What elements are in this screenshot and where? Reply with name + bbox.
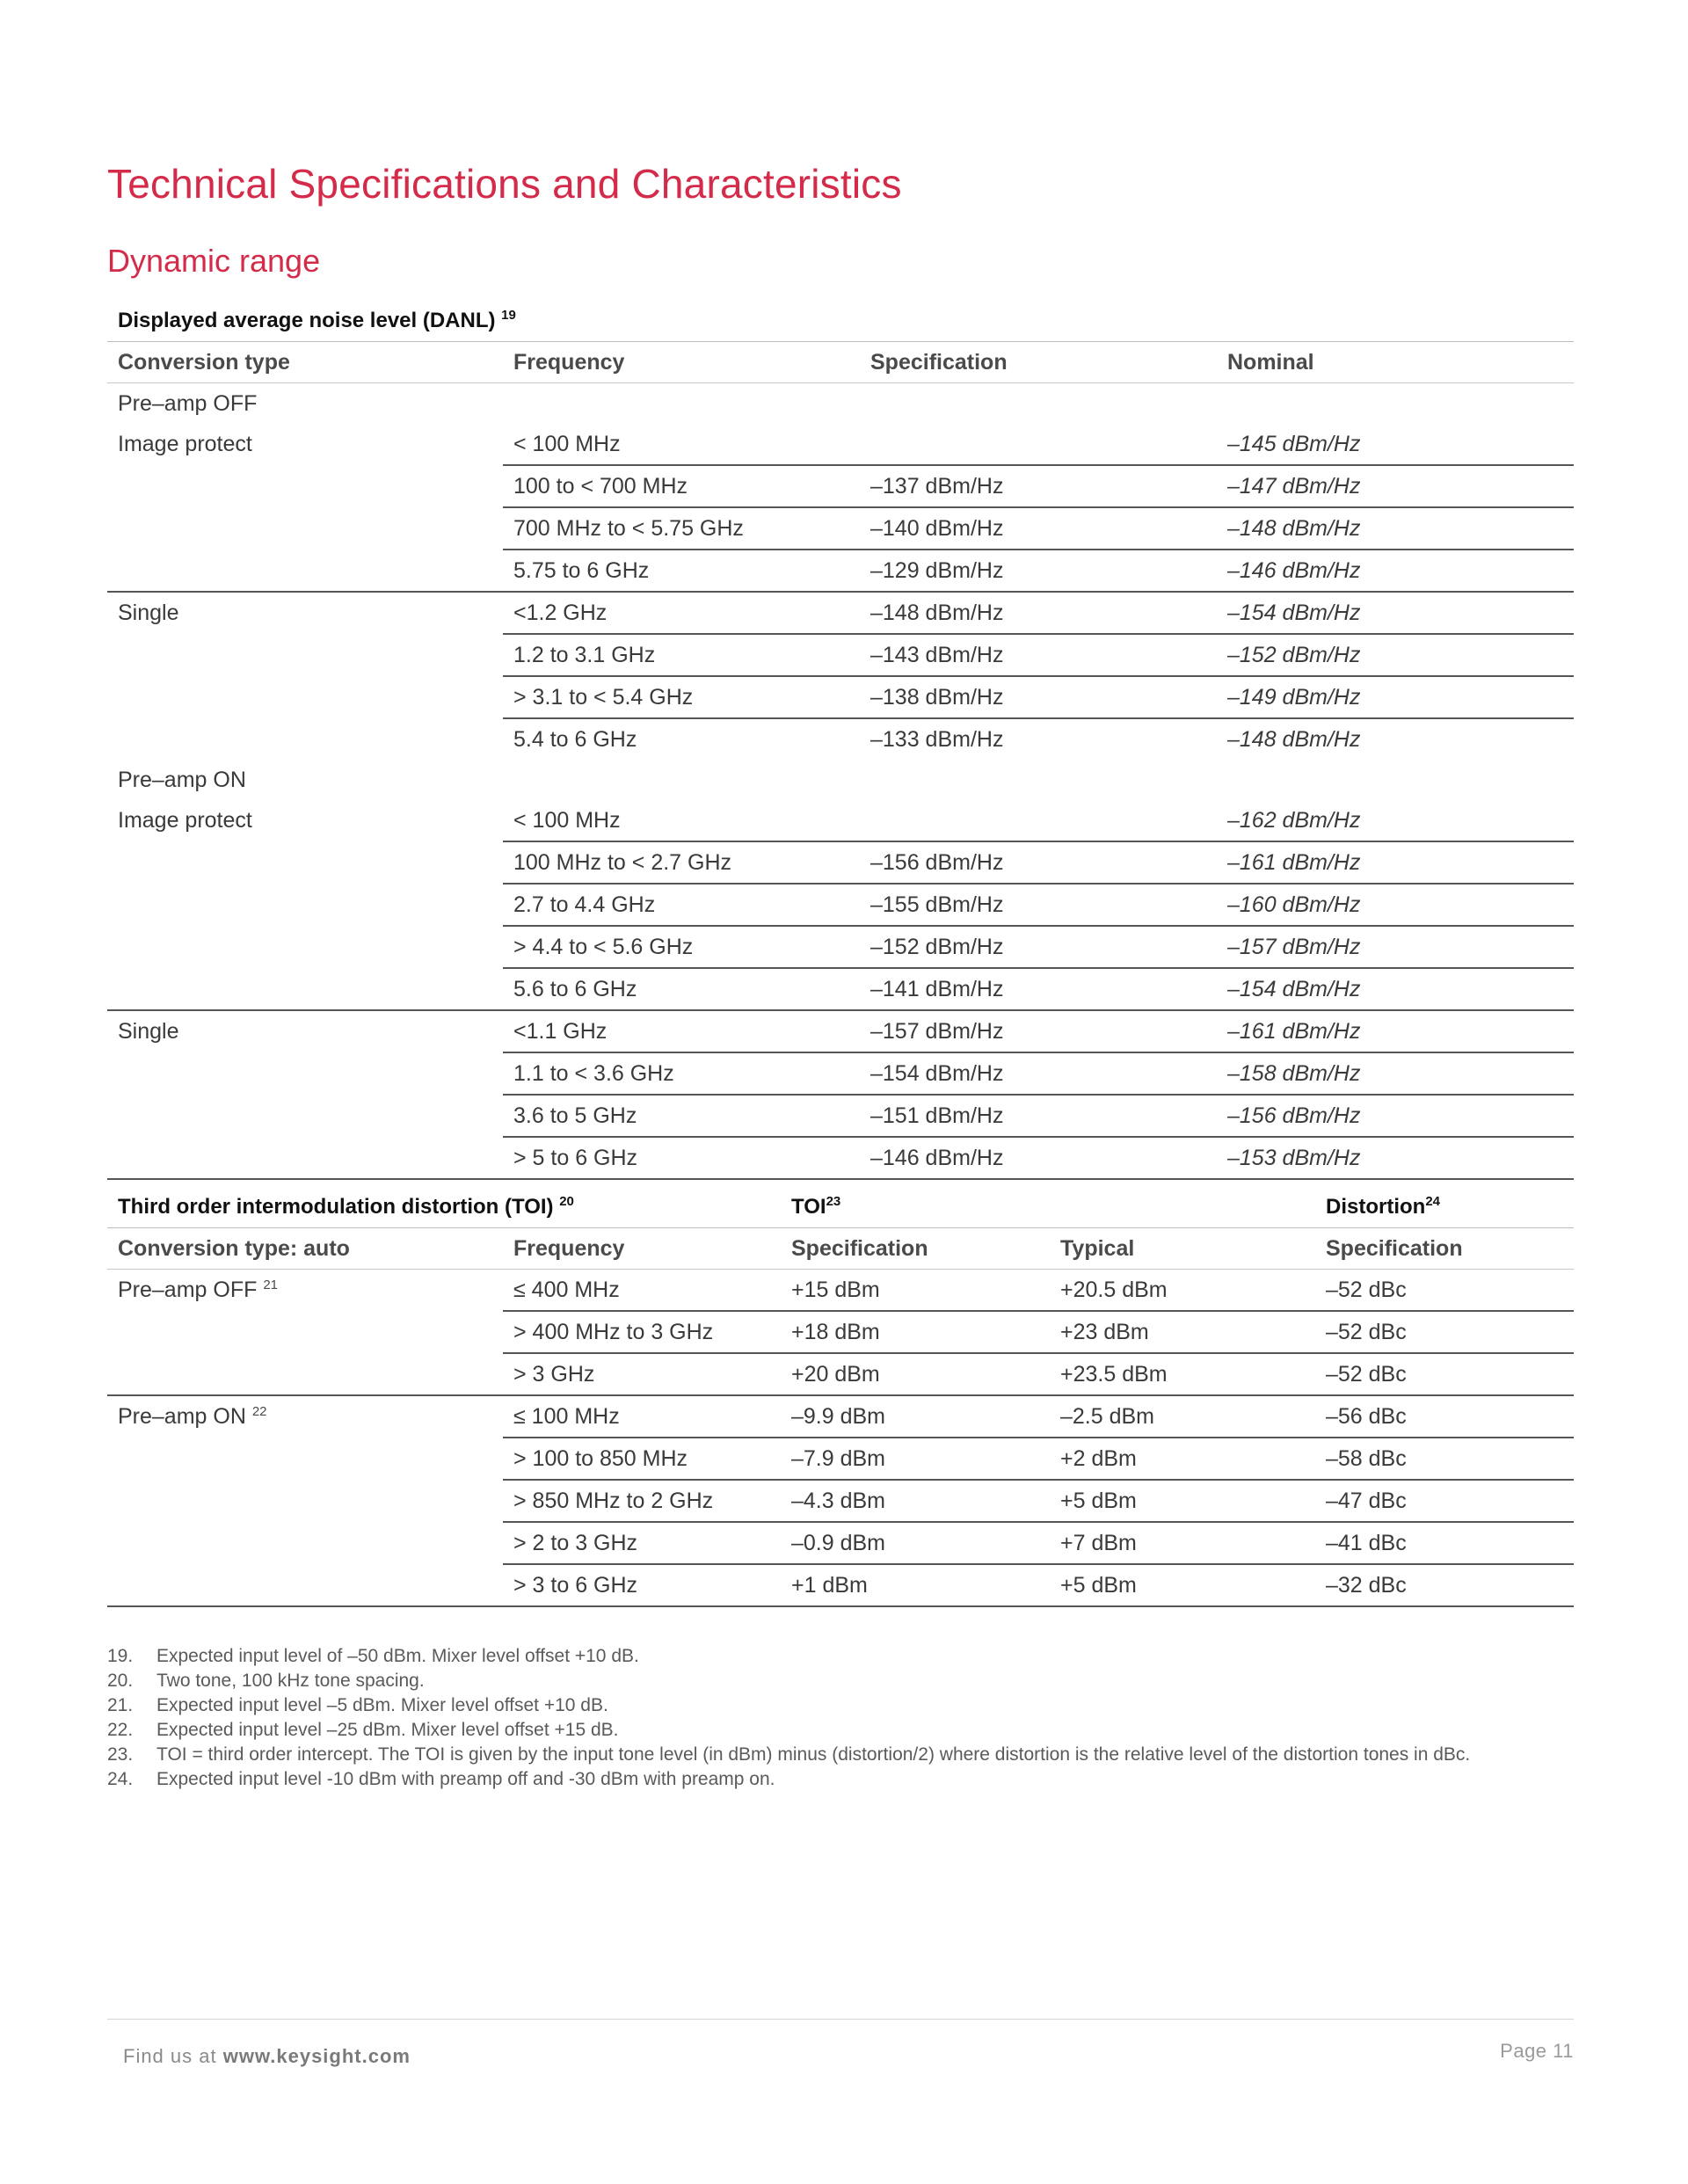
footnote [107,1718,1574,1743]
table-row [107,592,1574,634]
frequency-cell: > 4.4 to < 5.6 GHz [503,926,860,968]
table-row [107,550,1574,592]
toi-specification-cell: +20 dBm [781,1353,1050,1395]
frequency-cell: > 3 to 6 GHz [503,1564,781,1606]
nominal-cell: –152 dBm/Hz [1217,634,1574,676]
specification-cell: –133 dBm/Hz [870,726,1004,752]
table-row [107,383,1574,425]
toi-specification-cell: +15 dBm [781,1270,1050,1312]
conversion-type-cell: Pre–amp OFF [118,390,258,416]
toi-caption: Third order intermodulation distortion (TOI) $^{20}$ [107,1187,781,1228]
footnote [107,1767,1574,1792]
conversion-type-cell [107,1480,503,1522]
conversion-type-cell: Pre–amp OFF $^{21}$ [118,1278,279,1302]
frequency-cell [503,383,860,425]
table-row [107,1137,1574,1179]
typical-cell: –2.5 dBm [1050,1395,1315,1438]
page-title: Technical Specifications and Characteristics [107,161,902,207]
frequency-cell: > 5 to 6 GHz [503,1137,860,1179]
page [107,0,1574,2184]
danl-caption: Displayed average noise level (DANL) $^{19}$ [107,301,1574,342]
danl-header-row [107,342,1574,383]
nominal-cell: –148 dBm/Hz [1227,726,1361,752]
nominal-cell: –154 dBm/Hz [1217,592,1574,634]
conversion-type-cell [107,841,503,884]
distortion-footnote-ref: 24 [1425,1194,1441,1209]
frequency-cell: 100 to < 700 MHz [503,465,860,507]
specification-cell: –154 dBm/Hz [860,1052,1217,1095]
specification-cell [860,760,1217,800]
conversion-type-cell [107,507,503,550]
table-row [107,465,1574,507]
frequency-cell: > 850 MHz to 2 GHz [503,1480,781,1522]
conversion-type-cell [107,550,503,592]
table-row [107,507,1574,550]
footer-website: Find us at www.keysight.com [123,2045,411,2067]
specification-cell: –155 dBm/Hz [860,884,1217,926]
toi-specification-cell: +18 dBm [781,1311,1050,1353]
toi-specification-cell: +1 dBm [781,1564,1050,1606]
footnote-text: TOI = third order intercept. The TOI is given by the input tone level (in dBm) minus (distortion/2) where distortion is the relative level of the distortion tones in dBc. [156,1744,1471,1765]
footnote-number: 24. [107,1769,134,1789]
conversion-type-cell [107,634,503,676]
specification-cell: –146 dBm/Hz [860,1137,1217,1179]
specification-cell [860,383,1217,425]
toi-header-frequency: Frequency [503,1228,781,1270]
frequency-cell: < 100 MHz [503,800,860,841]
table-row [107,760,1574,800]
danl-caption-footnote-ref: 19 [501,308,516,323]
specification-cell: –151 dBm/Hz [860,1095,1217,1137]
page-number: Page 11 [1500,2040,1574,2062]
table-row [107,1095,1574,1137]
specification-cell: –143 dBm/Hz [860,634,1217,676]
specification-cell: –141 dBm/Hz [870,976,1004,1001]
conversion-type-cell [107,926,503,968]
conversion-type-cell [107,1311,503,1353]
website-link[interactable]: www.keysight.com [222,2045,411,2067]
conversion-type-cell [107,884,503,926]
conversion-type-cell [107,1353,503,1395]
footnote-number: 19. [107,1646,134,1666]
table-row [107,1564,1574,1606]
toi-specification-cell: –0.9 dBm [781,1522,1050,1564]
footnote-text: Expected input level –25 dBm. Mixer level offset +15 dB. [156,1720,619,1740]
frequency-cell: > 2 to 3 GHz [503,1522,781,1564]
toi-group-header: TOI$^{23}$ [781,1187,1315,1228]
section-title: Dynamic range [107,243,321,279]
toi-footnote-ref: 23 [826,1194,841,1209]
table-row [107,1438,1574,1480]
footnote-number: 23. [107,1744,134,1765]
nominal-cell: –148 dBm/Hz [1217,507,1574,550]
frequency-cell: 100 MHz to < 2.7 GHz [503,841,860,884]
nominal-cell [1217,760,1574,800]
nominal-cell: –157 dBm/Hz [1217,926,1574,968]
frequency-cell: 700 MHz to < 5.75 GHz [503,507,860,550]
table-row [107,1480,1574,1522]
frequency-cell: 5.75 to 6 GHz [513,557,650,583]
conversion-type-cell [107,1137,503,1179]
nominal-cell: –145 dBm/Hz [1217,424,1574,465]
typical-cell: +5 dBm [1050,1480,1315,1522]
typical-cell: +5 dBm [1050,1564,1315,1606]
conversion-type-cell [107,676,503,718]
danl-table [107,301,1574,1180]
specification-cell: –152 dBm/Hz [860,926,1217,968]
table-row [107,926,1574,968]
distortion-specification-cell: –58 dBc [1315,1438,1574,1480]
footnote-number: 22. [107,1720,134,1740]
toi-specification-cell: –9.9 dBm [781,1395,1050,1438]
nominal-cell: –161 dBm/Hz [1217,1010,1574,1052]
toi-header-toi-specification: Specification [781,1228,1050,1270]
toi-header-conversion-type: Conversion type: auto [107,1228,503,1270]
frequency-cell: 1.2 to 3.1 GHz [503,634,860,676]
table-row [107,424,1574,465]
nominal-cell: –160 dBm/Hz [1217,884,1574,926]
conversion-type-cell [107,1052,503,1095]
conversion-type-cell [107,1522,503,1564]
typical-cell: +23 dBm [1050,1311,1315,1353]
footer-divider [107,2019,1574,2020]
footnotes [107,1644,1574,1792]
footnote [107,1669,1574,1693]
conversion-type-cell: Image protect [118,432,252,456]
frequency-cell: 3.6 to 5 GHz [503,1095,860,1137]
distortion-specification-cell: –56 dBc [1315,1395,1574,1438]
typical-cell: +2 dBm [1050,1438,1315,1480]
frequency-cell: ≤ 400 MHz [503,1270,781,1312]
conversion-type-cell [107,1438,503,1480]
frequency-cell: > 400 MHz to 3 GHz [503,1311,781,1353]
frequency-cell: > 3 GHz [503,1353,781,1395]
toi-caption-footnote-ref: 20 [559,1194,574,1209]
conversion-type-cell: Image protect [118,808,252,833]
distortion-group-header: Distortion$^{24}$ [1315,1187,1574,1228]
table-row [107,1311,1574,1353]
table-row [107,884,1574,926]
nominal-cell: –161 dBm/Hz [1217,841,1574,884]
nominal-cell: –146 dBm/Hz [1227,557,1361,583]
footnote [107,1644,1574,1669]
frequency-cell: 2.7 to 4.4 GHz [503,884,860,926]
nominal-cell: –154 dBm/Hz [1227,976,1361,1001]
nominal-cell: –149 dBm/Hz [1217,676,1574,718]
footnote-ref: 21 [263,1278,279,1292]
table-row [107,841,1574,884]
frequency-cell: 5.6 to 6 GHz [513,976,637,1001]
frequency-cell: 1.1 to < 3.6 GHz [503,1052,860,1095]
conversion-type-cell: Single [107,1010,503,1052]
table-row [107,1270,1574,1312]
specification-cell: –140 dBm/Hz [860,507,1217,550]
conversion-type-cell [107,718,503,760]
specification-cell: –129 dBm/Hz [870,557,1004,583]
conversion-type-cell [107,968,503,1010]
toi-table [107,1187,1574,1607]
typical-cell: +23.5 dBm [1050,1353,1315,1395]
table-row [107,1010,1574,1052]
frequency-cell: <1.2 GHz [503,592,860,634]
nominal-cell: –158 dBm/Hz [1217,1052,1574,1095]
footnote-text: Expected input level –5 dBm. Mixer level offset +10 dB. [156,1695,608,1715]
nominal-cell: –153 dBm/Hz [1217,1137,1574,1179]
frequency-cell: ≤ 100 MHz [503,1395,781,1438]
conversion-type-cell [107,465,503,507]
table-row [107,718,1574,760]
distortion-specification-cell: –41 dBc [1315,1522,1574,1564]
frequency-cell: <1.1 GHz [503,1010,860,1052]
table-row [107,1522,1574,1564]
danl-header-specification: Specification [860,342,1217,383]
danl-header-nominal: Nominal [1217,342,1574,383]
table-row [107,1395,1574,1438]
specification-cell [860,800,1217,841]
frequency-cell: > 100 to 850 MHz [503,1438,781,1480]
toi-header-distortion-specification: Specification [1315,1228,1574,1270]
distortion-specification-cell: –52 dBc [1315,1353,1574,1395]
nominal-cell: –156 dBm/Hz [1217,1095,1574,1137]
table-row [107,634,1574,676]
distortion-specification-cell: –32 dBc [1315,1564,1574,1606]
frequency-cell [503,760,860,800]
nominal-cell [1217,383,1574,425]
conversion-type-cell [107,1095,503,1137]
distortion-specification-cell: –47 dBc [1315,1480,1574,1522]
footnote-ref: 22 [251,1404,267,1419]
footnote [107,1743,1574,1767]
nominal-cell: –162 dBm/Hz [1217,800,1574,841]
specification-cell: –157 dBm/Hz [860,1010,1217,1052]
specification-cell [860,424,1217,465]
specification-cell: –156 dBm/Hz [860,841,1217,884]
frequency-cell: > 3.1 to < 5.4 GHz [503,676,860,718]
danl-header-frequency: Frequency [503,342,860,383]
table-row [107,800,1574,841]
conversion-type-cell [107,1564,503,1606]
specification-cell: –137 dBm/Hz [860,465,1217,507]
table-row [107,1052,1574,1095]
footnote-number: 20. [107,1671,134,1691]
specification-cell: –148 dBm/Hz [860,592,1217,634]
typical-cell: +20.5 dBm [1050,1270,1315,1312]
frequency-cell: < 100 MHz [503,424,860,465]
conversion-type-cell: Pre–amp ON $^{22}$ [118,1404,267,1429]
distortion-specification-cell: –52 dBc [1315,1270,1574,1312]
table-row [107,968,1574,1010]
footnote-text: Two tone, 100 kHz tone spacing. [156,1671,425,1691]
table-row [107,676,1574,718]
toi-specification-cell: –7.9 dBm [781,1438,1050,1480]
frequency-cell: 5.4 to 6 GHz [513,726,637,752]
typical-cell: +7 dBm [1050,1522,1315,1564]
toi-header-row [107,1228,1574,1270]
toi-caption-row [107,1187,1574,1228]
footnote-number: 21. [107,1695,134,1715]
toi-header-typical: Typical [1050,1228,1315,1270]
distortion-specification-cell: –52 dBc [1315,1311,1574,1353]
danl-header-conversion-type: Conversion type [107,342,503,383]
danl-caption-row [107,301,1574,342]
footnote [107,1693,1574,1718]
table-row [107,1353,1574,1395]
footnote-text: Expected input level of –50 dBm. Mixer level offset +10 dB. [156,1646,639,1666]
conversion-type-cell: Single [107,592,503,634]
specification-cell: –138 dBm/Hz [860,676,1217,718]
toi-specification-cell: –4.3 dBm [781,1480,1050,1522]
nominal-cell: –147 dBm/Hz [1217,465,1574,507]
conversion-type-cell: Pre–amp ON [118,767,246,792]
footnote-text: Expected input level -10 dBm with preamp off and -30 dBm with preamp on. [156,1769,775,1789]
